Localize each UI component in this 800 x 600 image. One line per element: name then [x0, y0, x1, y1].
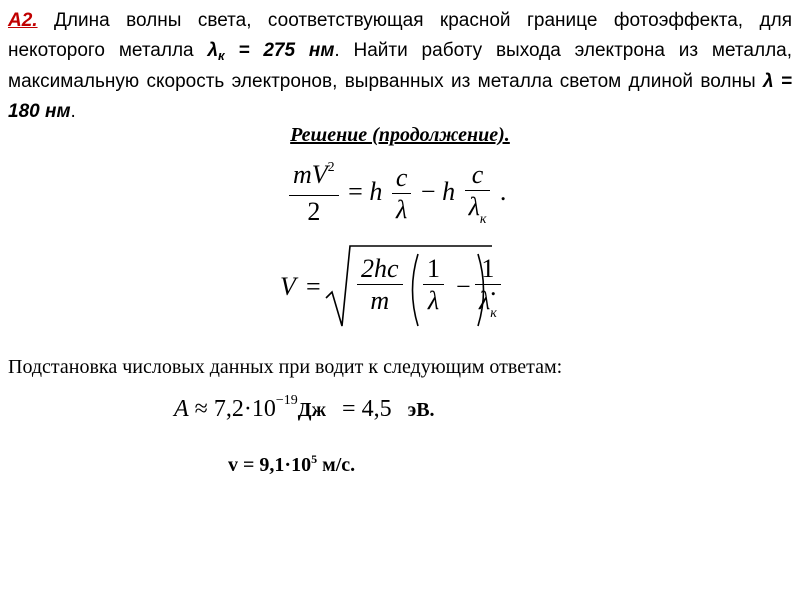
- f1-l2: λ: [468, 192, 480, 221]
- fraction-c-lambda: [392, 163, 412, 226]
- left-paren-icon: [406, 252, 420, 328]
- f2-eq: =: [306, 272, 321, 301]
- fraction-kinetic-energy: [289, 160, 339, 228]
- a1-approx: ≈: [194, 396, 208, 422]
- right-paren-icon: [476, 252, 490, 328]
- problem-text-1: Длина волны света, соответствующая красной границе фотоэффекта, для некоторого металла: [8, 10, 792, 61]
- f2-rad-den: m: [370, 286, 390, 315]
- fraction-2hc-m: [357, 254, 403, 317]
- f1-l2-sub: к: [479, 212, 487, 227]
- f1-minus: −: [420, 176, 436, 206]
- f2-l-a: λ: [427, 286, 440, 315]
- f1-l1: λ: [395, 194, 408, 224]
- formula-energy: [286, 160, 506, 228]
- a2-exp: 5: [311, 452, 318, 466]
- a1-unit-j: Дж: [297, 399, 327, 421]
- f2-lhs: V: [280, 272, 296, 301]
- f1-h1: h: [369, 176, 383, 206]
- a1-exp: −19: [275, 393, 298, 408]
- f1-eq: =: [348, 176, 363, 206]
- solution-heading: Решение (продолжение).: [290, 124, 510, 146]
- f1-den: 2: [307, 197, 321, 226]
- problem-statement: [8, 6, 792, 127]
- lambda-k-value: = 275 нм: [224, 40, 335, 61]
- problem-text-3: .: [70, 101, 76, 122]
- a1-A: A: [174, 396, 189, 422]
- lambda-value: λ = 180 нм: [8, 71, 792, 122]
- a2-lhs: v = 9,1·10: [228, 454, 312, 476]
- f1-h2: h: [442, 176, 456, 206]
- answer-work-function: [174, 393, 435, 423]
- f2-l-b: λ: [479, 286, 491, 315]
- f1-c2: c: [471, 160, 484, 189]
- f2-one-b: 1: [481, 254, 495, 283]
- problem-text-2: . Найти работу выхода электрона из металла, максимальную скорость электронов, вырванных из металла светом длиной волны: [8, 40, 793, 92]
- f1-c1: c: [395, 162, 408, 192]
- a1-value: 7,2·10: [213, 396, 276, 422]
- a1-ev-value: 4,5: [361, 396, 392, 422]
- f1-num: mV: [293, 160, 328, 189]
- fraction-1-lambda: [423, 254, 444, 317]
- f1-num-sup: 2: [327, 160, 335, 175]
- f1-end: .: [499, 176, 507, 206]
- lambda-k-symbol: λ: [207, 40, 219, 61]
- a1-eq: =: [342, 396, 356, 422]
- f2-minus: −: [456, 272, 471, 301]
- problem-tag: А2.: [8, 10, 38, 31]
- a2-rhs: м/с.: [317, 454, 356, 476]
- answer-velocity: [228, 454, 355, 477]
- f2-rad-num: 2hc: [361, 254, 399, 283]
- f2-end: .: [490, 272, 497, 301]
- fraction-c-lambda-k: [465, 160, 491, 228]
- lambda-k-subscript: к: [218, 48, 225, 63]
- f2-l-b-sub: к: [490, 306, 497, 321]
- substitution-text: Подстановка числовых данных при водит к следующим ответам:: [8, 356, 563, 378]
- f2-one-a: 1: [427, 254, 440, 283]
- a1-unit-ev: эВ.: [407, 399, 435, 421]
